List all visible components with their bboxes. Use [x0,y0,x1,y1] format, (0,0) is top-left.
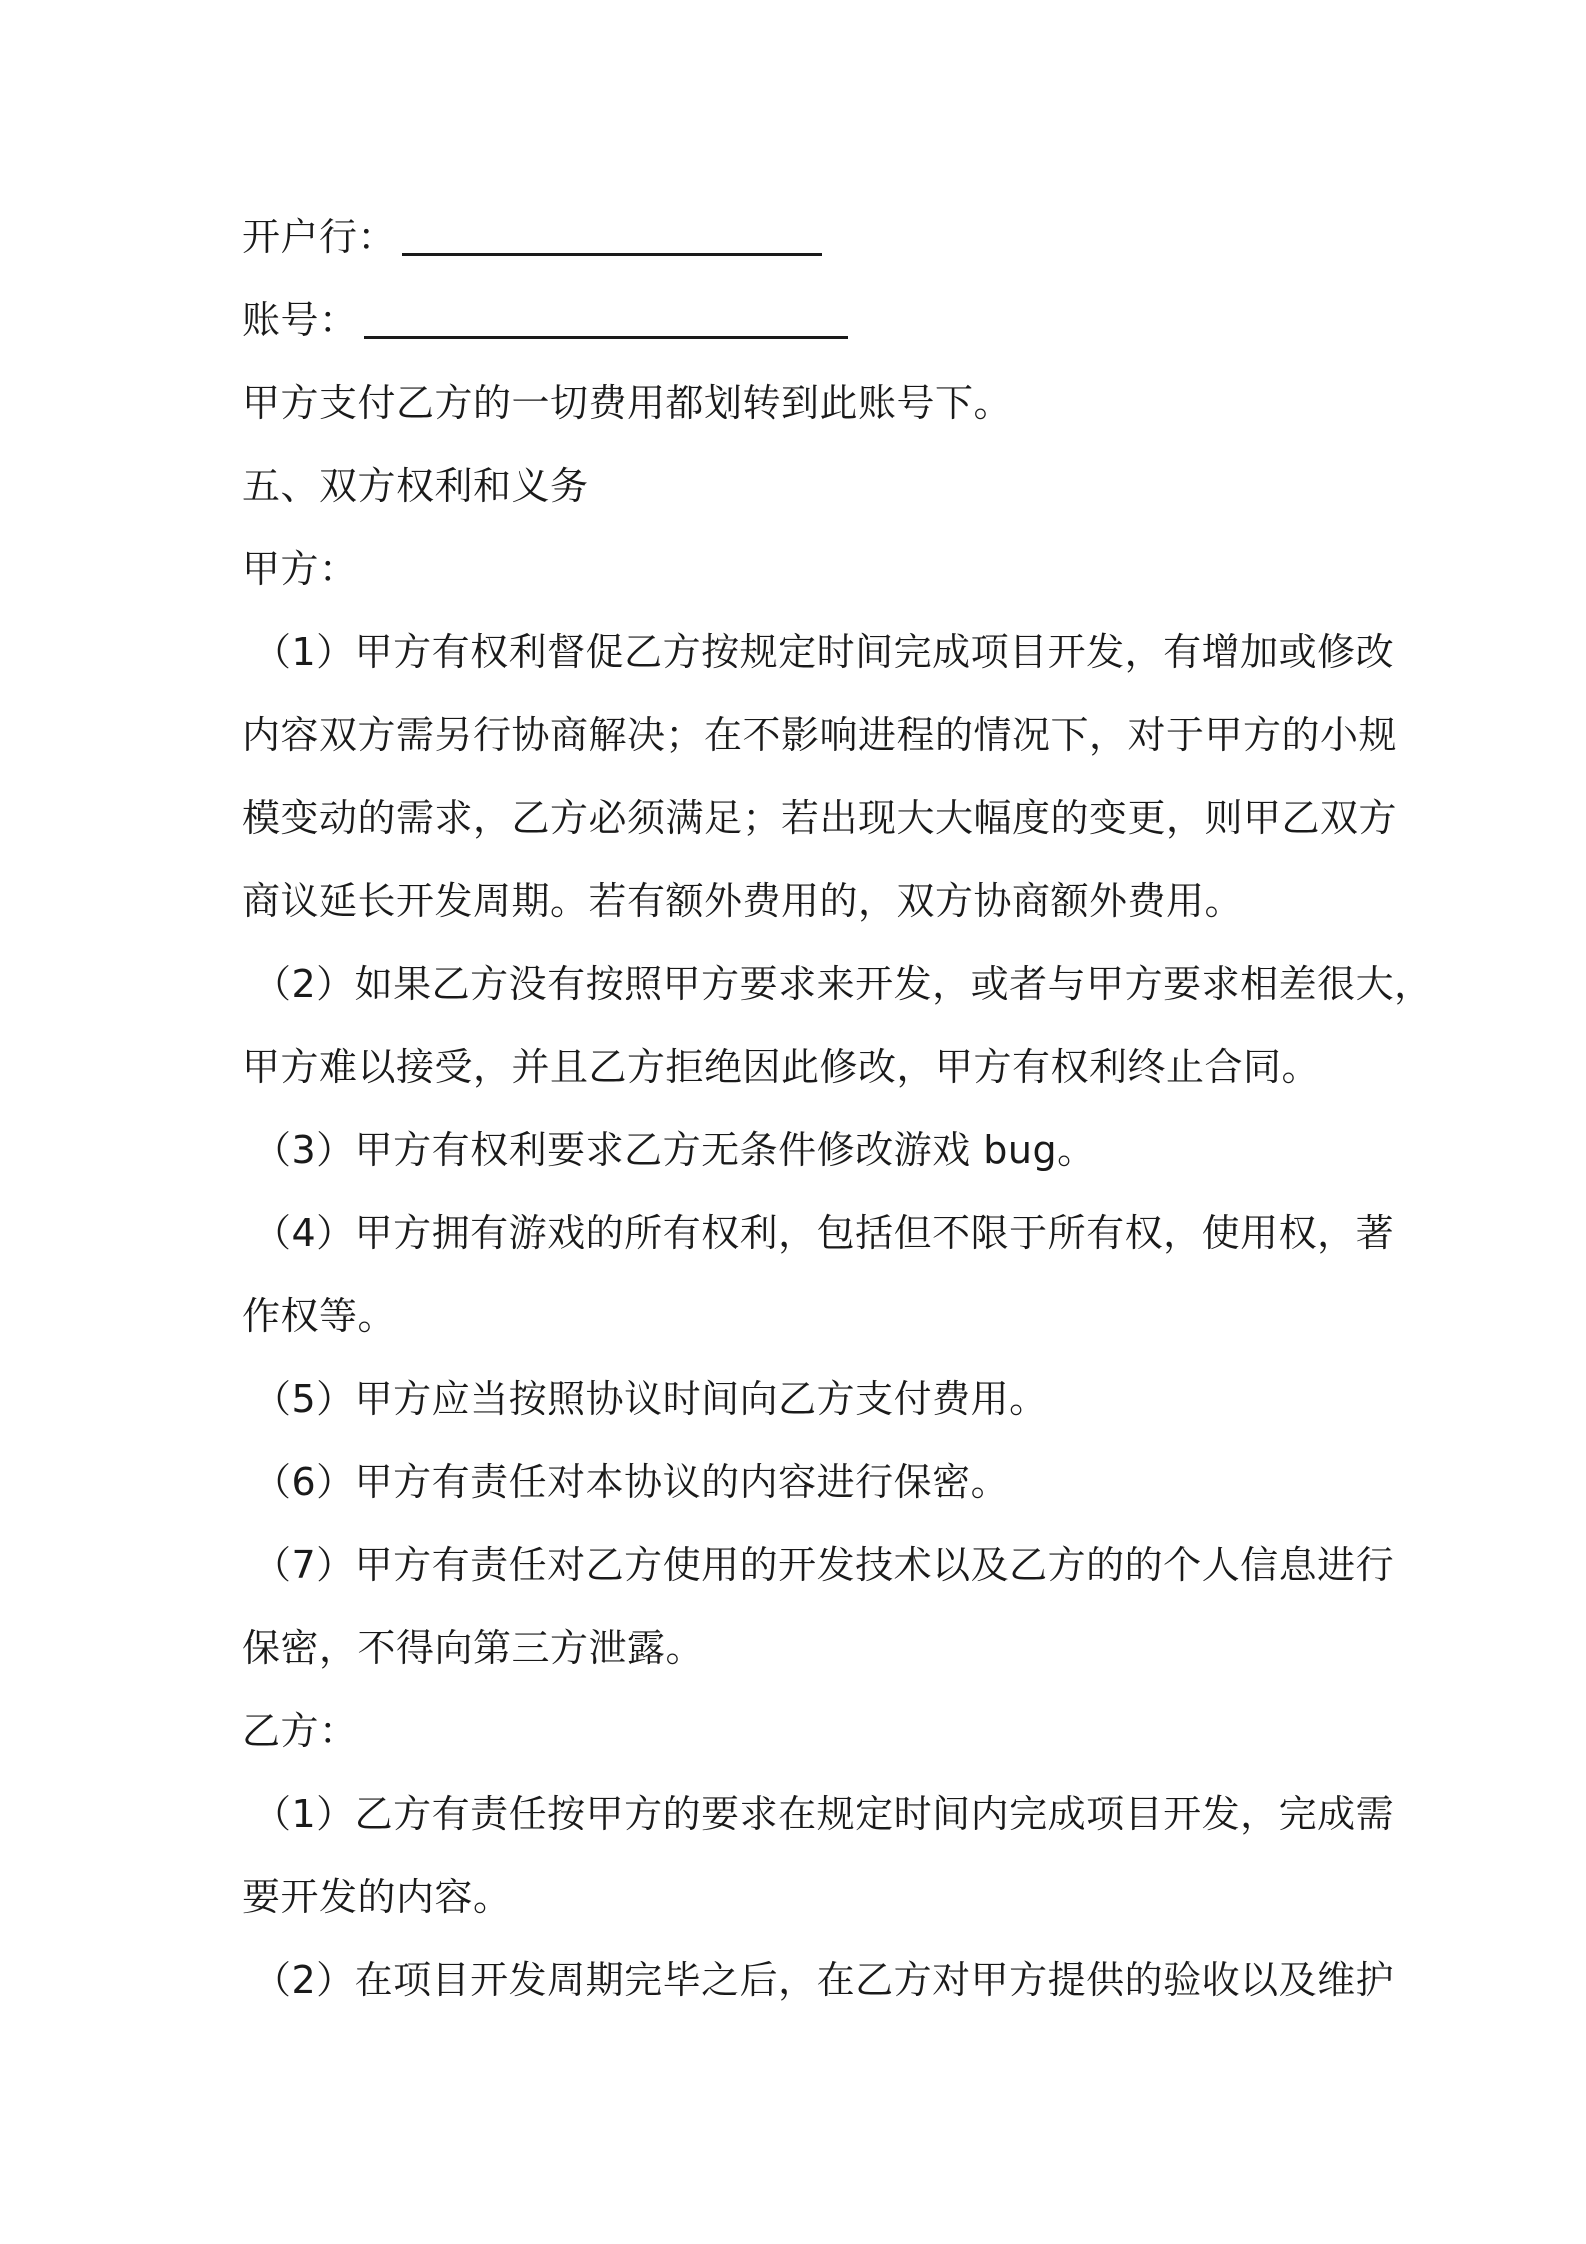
party-a-line: 商议延长开发周期。若有额外费用的，双方协商额外费用。 [242,879,1244,923]
section-title: 五、双方权利和义务 [242,464,589,508]
party-b-line: （2）在项目开发周期完毕之后，在乙方对甲方提供的验收以及维护 [253,1958,1395,2002]
party-b-heading: 乙方： [242,1709,358,1753]
contract-body [242,196,1433,2022]
bank-line [242,196,1362,279]
party-b-line: 要开发的内容。 [242,1875,512,1919]
payment-note: 甲方支付乙方的一切费用都划转到此账号下。 [242,381,1013,425]
party-b-line: （1）乙方有责任按甲方的要求在规定时间内完成项目开发，完成需 [253,1792,1395,1836]
party-a-line: （4）甲方拥有游戏的所有权利，包括但不限于所有权，使用权，著 [253,1211,1395,1255]
bank-label: 开户行： [242,215,397,259]
party-a-line: （7）甲方有责任对乙方使用的开发技术以及乙方的的个人信息进行 [253,1543,1395,1587]
party-a-line: （1）甲方有权利督促乙方按规定时间完成项目开发，有增加或修改 [253,630,1395,674]
party-a-line: 保密，不得向第三方泄露。 [242,1626,705,1670]
party-a-heading: 甲方： [242,547,358,591]
account-line [242,279,1362,362]
party-a-line: 内容双方需另行协商解决；在不影响进程的情况下，对于甲方的小规 [242,713,1398,757]
party-a-line: （5）甲方应当按照协议时间向乙方支付费用。 [253,1377,1048,1421]
party-a-line: 模变动的需求，乙方必须满足；若出现大大幅度的变更，则甲乙双方 [242,796,1398,840]
party-a-line: （6）甲方有责任对本协议的内容进行保密。 [253,1460,1010,1504]
account-label: 账号： [242,298,358,342]
party-a-line: 作权等。 [242,1294,397,1338]
account-blank [364,306,848,339]
bank-blank [402,223,822,256]
party-a-line: （3）甲方有权利要求乙方无条件修改游戏 bug。 [253,1128,1096,1172]
party-a-line: （2）如果乙方没有按照甲方要求来开发，或者与甲方要求相差很大， [253,962,1433,1006]
party-a-line: 甲方难以接受，并且乙方拒绝因此修改，甲方有权利终止合同。 [242,1045,1321,1089]
